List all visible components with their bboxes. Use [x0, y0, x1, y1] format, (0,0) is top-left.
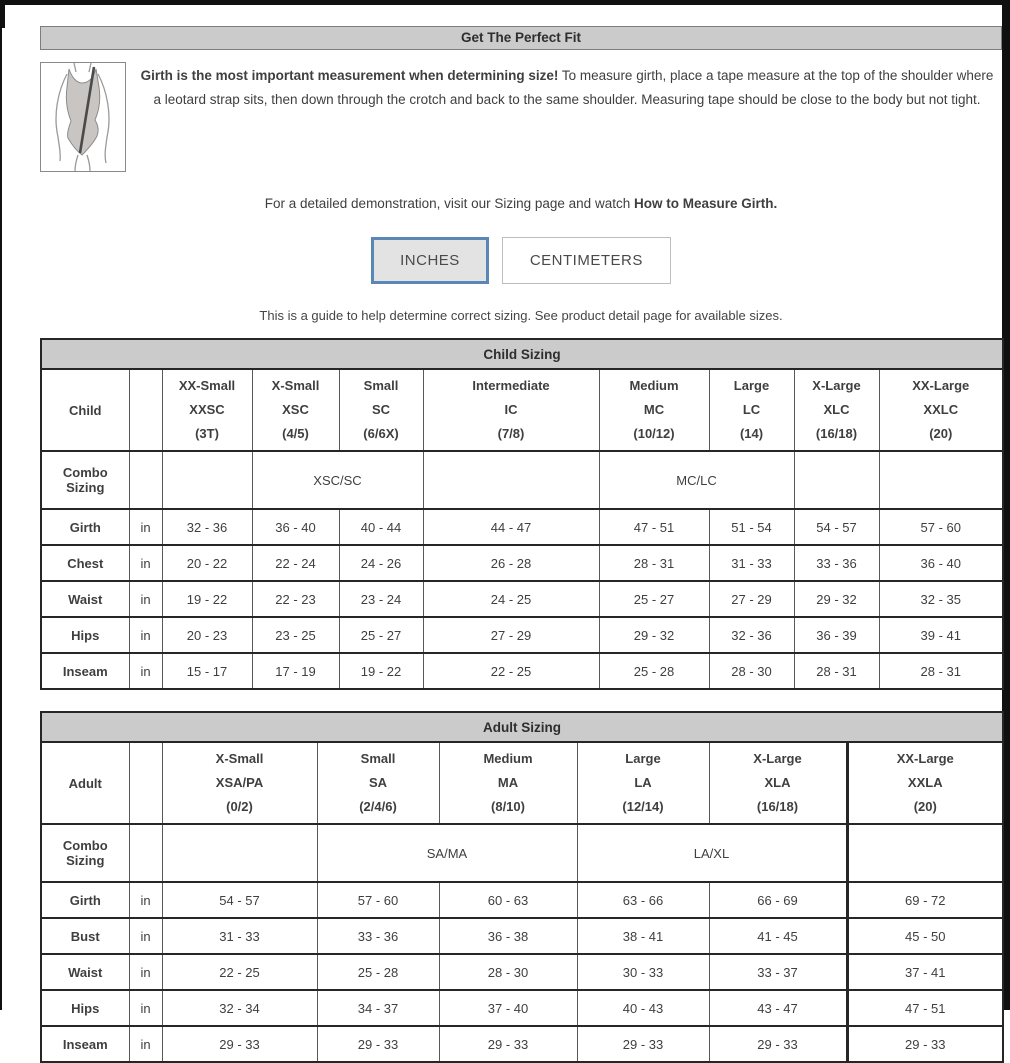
size-header-sizes: (8/10)	[491, 799, 525, 815]
combo-sizing-cell	[879, 451, 1003, 509]
measurement-unit-cell: in	[129, 918, 162, 954]
combo-sizing-cell	[423, 451, 599, 509]
measurement-value-cell: 45 - 50	[847, 918, 1003, 954]
unit-header-cell	[129, 742, 162, 824]
measurement-row	[41, 509, 1003, 545]
measurement-value-cell: 36 - 38	[439, 918, 577, 954]
size-header-code: IC	[504, 401, 518, 417]
combo-sizing-cell: SA/MA	[317, 824, 577, 882]
measurement-value-cell: 23 - 25	[252, 617, 339, 653]
size-header-name: Large	[625, 750, 661, 766]
measurement-value-cell: 19 - 22	[162, 581, 252, 617]
measurement-value-cell: 63 - 66	[577, 882, 709, 918]
table-title: Adult Sizing	[41, 712, 1003, 742]
size-header-name: XX-Small	[178, 377, 236, 393]
frame-top-edge	[0, 0, 1010, 5]
measurement-value-cell: 32 - 35	[879, 581, 1003, 617]
measurement-label-cell: Chest	[41, 545, 129, 581]
size-header-name: Medium	[629, 377, 679, 393]
group-label-cell: Adult	[41, 742, 129, 824]
size-header-cell	[709, 742, 847, 824]
measurement-label-cell: Hips	[41, 617, 129, 653]
size-header-name: X-Large	[812, 377, 861, 393]
size-header-code: XLA	[764, 774, 791, 790]
measurement-value-cell: 36 - 40	[879, 545, 1003, 581]
size-header-name: Small	[363, 377, 399, 393]
size-header-name: X-Small	[215, 750, 264, 766]
measurement-value-cell: 22 - 25	[162, 954, 317, 990]
size-header-code: SA	[368, 774, 388, 790]
adult-table-slot	[40, 711, 1002, 1063]
measurement-value-cell: 29 - 33	[317, 1026, 439, 1062]
measurement-value-cell: 37 - 40	[439, 990, 577, 1026]
combo-sizing-cell: LA/XL	[577, 824, 847, 882]
inches-button[interactable]: INCHES	[371, 237, 489, 284]
measurement-value-cell: 28 - 30	[709, 653, 794, 689]
size-header-cell	[577, 742, 709, 824]
measurement-unit-cell: in	[129, 653, 162, 689]
measurement-unit-cell: in	[129, 545, 162, 581]
measurement-row	[41, 954, 1003, 990]
measurement-value-cell: 44 - 47	[423, 509, 599, 545]
measurement-value-cell: 47 - 51	[599, 509, 709, 545]
combo-label-cell: Combo Sizing	[41, 824, 129, 882]
leotard-measurement-diagram-icon	[40, 62, 126, 172]
measurement-value-cell: 22 - 25	[423, 653, 599, 689]
size-header-cell	[439, 742, 577, 824]
size-header-name: XX-Large	[896, 750, 954, 766]
size-header-cell	[339, 369, 423, 451]
size-header-code: XXLA	[907, 774, 943, 790]
measurement-value-cell: 36 - 39	[794, 617, 879, 653]
measurement-value-cell: 29 - 33	[577, 1026, 709, 1062]
size-header-code: LC	[742, 401, 761, 417]
size-header-code: MC	[643, 401, 665, 417]
size-header-sizes: (3T)	[195, 426, 219, 442]
measurement-value-cell: 29 - 32	[599, 617, 709, 653]
measurement-value-cell: 33 - 36	[794, 545, 879, 581]
measurement-row	[41, 1026, 1003, 1062]
measurement-value-cell: 54 - 57	[162, 882, 317, 918]
measurement-value-cell: 51 - 54	[709, 509, 794, 545]
size-header-sizes: (20)	[913, 799, 937, 815]
size-header-name: Medium	[483, 750, 533, 766]
intro-bold-lead: Girth is the most important measurement when determining size!	[140, 68, 559, 83]
measurement-value-cell: 29 - 32	[794, 581, 879, 617]
combo-unit-cell	[129, 451, 162, 509]
size-header-sizes: (2/4/6)	[359, 799, 397, 815]
combo-sizing-cell	[847, 824, 1003, 882]
measurement-value-cell: 33 - 37	[709, 954, 847, 990]
measurement-value-cell: 36 - 40	[252, 509, 339, 545]
measurement-value-cell: 32 - 34	[162, 990, 317, 1026]
size-header-name: X-Small	[271, 377, 320, 393]
measurement-value-cell: 24 - 25	[423, 581, 599, 617]
measurement-value-cell: 40 - 44	[339, 509, 423, 545]
guide-note: This is a guide to help determine correct sizing. See product detail page for available sizes.	[259, 308, 783, 323]
child-sizing-table	[40, 338, 1004, 690]
sizing-guide-page	[40, 26, 1002, 1063]
size-header-code: XXLC	[923, 401, 959, 417]
measurement-value-cell: 38 - 41	[577, 918, 709, 954]
measurement-value-cell: 20 - 23	[162, 617, 252, 653]
measurement-row	[41, 990, 1003, 1026]
unit-header-cell	[129, 369, 162, 451]
measurement-value-cell: 29 - 33	[439, 1026, 577, 1062]
combo-sizing-cell	[162, 824, 317, 882]
measurement-value-cell: 32 - 36	[162, 509, 252, 545]
unit-toggle	[40, 237, 1002, 284]
size-header-name: XX-Large	[912, 377, 970, 393]
size-header-name: Small	[360, 750, 396, 766]
measurement-unit-cell: in	[129, 581, 162, 617]
size-header-sizes: (7/8)	[497, 426, 525, 442]
size-header-sizes: (20)	[929, 426, 953, 442]
measurement-value-cell: 47 - 51	[847, 990, 1003, 1026]
measurement-value-cell: 33 - 36	[317, 918, 439, 954]
adult-sizing-table	[40, 711, 1004, 1063]
size-header-sizes: (14)	[739, 426, 764, 442]
measurement-value-cell: 54 - 57	[794, 509, 879, 545]
measurement-value-cell: 22 - 23	[252, 581, 339, 617]
frame-left-edge	[0, 0, 2, 1010]
size-header-code: XLC	[823, 401, 850, 417]
table-title: Child Sizing	[41, 339, 1003, 369]
measurement-row	[41, 882, 1003, 918]
measurement-row	[41, 653, 1003, 689]
size-header-code: XSA/PA	[215, 774, 264, 790]
measurement-label-cell: Waist	[41, 581, 129, 617]
intro-text	[126, 64, 1002, 111]
measurement-label-cell: Bust	[41, 918, 129, 954]
measurement-value-cell: 37 - 41	[847, 954, 1003, 990]
measurement-value-cell: 17 - 19	[252, 653, 339, 689]
measurement-label-cell: Inseam	[41, 653, 129, 689]
measurement-value-cell: 22 - 24	[252, 545, 339, 581]
measurement-value-cell: 43 - 47	[709, 990, 847, 1026]
tables-gap	[40, 690, 1002, 696]
measurement-value-cell: 23 - 24	[339, 581, 423, 617]
measurement-value-cell: 25 - 27	[339, 617, 423, 653]
child-table-slot	[40, 338, 1002, 690]
measurement-row	[41, 918, 1003, 954]
size-header-code: SC	[371, 401, 391, 417]
measurement-value-cell: 29 - 33	[162, 1026, 317, 1062]
size-header-name: X-Large	[753, 750, 802, 766]
size-header-cell	[794, 369, 879, 451]
size-header-cell	[847, 742, 1003, 824]
measurement-unit-cell: in	[129, 954, 162, 990]
size-header-code: LA	[634, 774, 652, 790]
size-header-code: XXSC	[189, 401, 225, 417]
measurement-value-cell: 31 - 33	[709, 545, 794, 581]
size-header-name: Intermediate	[472, 377, 550, 393]
measurement-label-cell: Girth	[41, 882, 129, 918]
size-header-sizes: (6/6X)	[363, 426, 399, 442]
combo-unit-cell	[129, 824, 162, 882]
demo-bold-link: How to Measure Girth.	[633, 196, 778, 211]
size-header-cell	[599, 369, 709, 451]
size-header-sizes: (16/18)	[815, 426, 858, 442]
measurement-value-cell: 39 - 41	[879, 617, 1003, 653]
measurement-value-cell: 19 - 22	[339, 653, 423, 689]
measurement-unit-cell: in	[129, 509, 162, 545]
measurement-value-cell: 28 - 31	[879, 653, 1003, 689]
measurement-value-cell: 15 - 17	[162, 653, 252, 689]
measurement-label-cell: Waist	[41, 954, 129, 990]
measurement-value-cell: 32 - 36	[709, 617, 794, 653]
measurement-value-cell: 28 - 31	[599, 545, 709, 581]
measurement-value-cell: 34 - 37	[317, 990, 439, 1026]
measurement-value-cell: 27 - 29	[709, 581, 794, 617]
measurement-value-cell: 40 - 43	[577, 990, 709, 1026]
measurement-value-cell: 25 - 27	[599, 581, 709, 617]
intro-section	[40, 62, 1002, 172]
measurement-value-cell: 27 - 29	[423, 617, 599, 653]
size-header-code: MA	[497, 774, 519, 790]
measurement-unit-cell: in	[129, 617, 162, 653]
measurement-unit-cell: in	[129, 1026, 162, 1062]
measurement-value-cell: 25 - 28	[317, 954, 439, 990]
measurement-row	[41, 617, 1003, 653]
measurement-label-cell: Inseam	[41, 1026, 129, 1062]
combo-sizing-cell: MC/LC	[599, 451, 794, 509]
measurement-row	[41, 581, 1003, 617]
measurement-value-cell: 30 - 33	[577, 954, 709, 990]
centimeters-button[interactable]: CENTIMETERS	[502, 237, 671, 284]
frame-left-notch	[0, 0, 5, 28]
measurement-value-cell: 20 - 22	[162, 545, 252, 581]
measurement-value-cell: 28 - 31	[794, 653, 879, 689]
size-header-name: Large	[733, 377, 770, 393]
measurement-unit-cell: in	[129, 882, 162, 918]
size-header-sizes: (10/12)	[633, 426, 675, 442]
combo-sizing-cell	[794, 451, 879, 509]
size-header-cell	[162, 369, 252, 451]
measurement-value-cell: 29 - 33	[709, 1026, 847, 1062]
measurement-label-cell: Hips	[41, 990, 129, 1026]
measurement-value-cell: 26 - 28	[423, 545, 599, 581]
combo-sizing-cell: XSC/SC	[252, 451, 423, 509]
measurement-value-cell: 60 - 63	[439, 882, 577, 918]
combo-label-cell: Combo Sizing	[41, 451, 129, 509]
measurement-value-cell: 24 - 26	[339, 545, 423, 581]
measurement-label-cell: Girth	[41, 509, 129, 545]
size-header-cell	[709, 369, 794, 451]
measurement-value-cell: 69 - 72	[847, 882, 1003, 918]
size-header-cell	[317, 742, 439, 824]
combo-sizing-cell	[162, 451, 252, 509]
size-header-cell	[252, 369, 339, 451]
measurement-value-cell: 25 - 28	[599, 653, 709, 689]
demo-line	[40, 196, 1002, 211]
size-header-cell	[162, 742, 317, 824]
size-header-cell	[879, 369, 1003, 451]
measurement-value-cell: 28 - 30	[439, 954, 577, 990]
group-label-cell: Child	[41, 369, 129, 451]
size-header-sizes: (0/2)	[226, 799, 253, 815]
intro-body-text: To measure girth, place a tape measure at the top of the shoulder where a leotard strap sits, then down through the crotch and back to the same shoulder. Measuring tape should be close to the body but not tight.	[153, 68, 994, 107]
demo-prefix: For a detailed demonstration, visit our Sizing page and watch	[264, 196, 634, 211]
measurement-value-cell: 66 - 69	[709, 882, 847, 918]
measurement-value-cell: 57 - 60	[879, 509, 1003, 545]
measurement-value-cell: 31 - 33	[162, 918, 317, 954]
measurement-value-cell: 57 - 60	[317, 882, 439, 918]
measurement-unit-cell: in	[129, 990, 162, 1026]
size-header-cell	[423, 369, 599, 451]
measurement-value-cell: 29 - 33	[847, 1026, 1003, 1062]
size-header-sizes: (16/18)	[756, 799, 799, 815]
size-header-code: XSC	[282, 401, 309, 417]
measurement-value-cell: 41 - 45	[709, 918, 847, 954]
measurement-row	[41, 545, 1003, 581]
size-header-sizes: (4/5)	[282, 426, 309, 442]
page-title: Get The Perfect Fit	[40, 26, 1002, 50]
size-header-sizes: (12/14)	[622, 799, 664, 815]
